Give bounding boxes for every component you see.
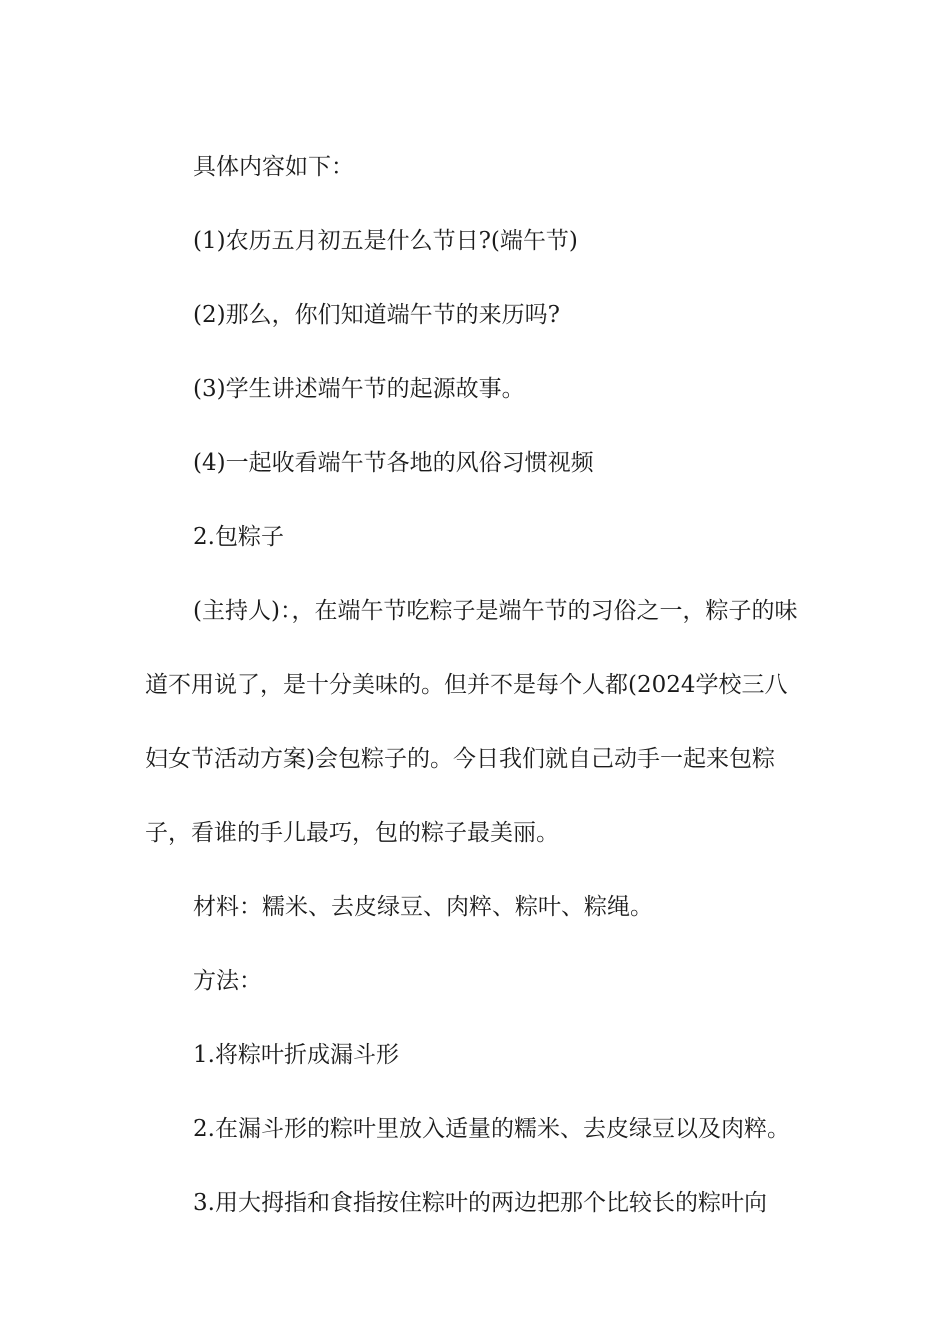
section-heading-zongzi: 2.包粽子 [193,524,284,550]
paragraph-question-4: (4)一起收看端午节各地的风俗习惯视频 [193,450,594,476]
paragraph-step-2: 2.在漏斗形的粽叶里放入适量的糯米、去皮绿豆以及肉粹。 [193,1116,790,1142]
paragraph-host: (主持人)：，在端午节吃粽子是端午节的习俗之一，粽子的味道不用说了，是十分美味的。但并不是每个人都(2024学校三八妇女节活动方案)会包粽子的。今日我们就自己动手一起来包粽子，看谁的手儿最巧，包的粽子最美丽。 [145,598,798,846]
paragraph-question-2: (2)那么，你们知道端午节的来历吗? [193,302,560,328]
paragraph-question-3: (3)学生讲述端午节的起源故事。 [193,376,525,402]
paragraph-materials: 材料：糯米、去皮绿豆、肉粹、粽叶、粽绳。 [193,894,653,920]
paragraph-question-1: (1)农历五月初五是什么节日?(端午节) [193,228,578,254]
paragraph-step-1: 1.将粽叶折成漏斗形 [193,1042,399,1068]
paragraph-step-3: 3.用大拇指和食指按住粽叶的两边把那个比较长的粽叶向 [193,1190,767,1216]
paragraph-intro: 具体内容如下： [193,154,354,180]
paragraph-method-heading: 方法： [193,968,262,994]
body-text [145,130,810,1240]
